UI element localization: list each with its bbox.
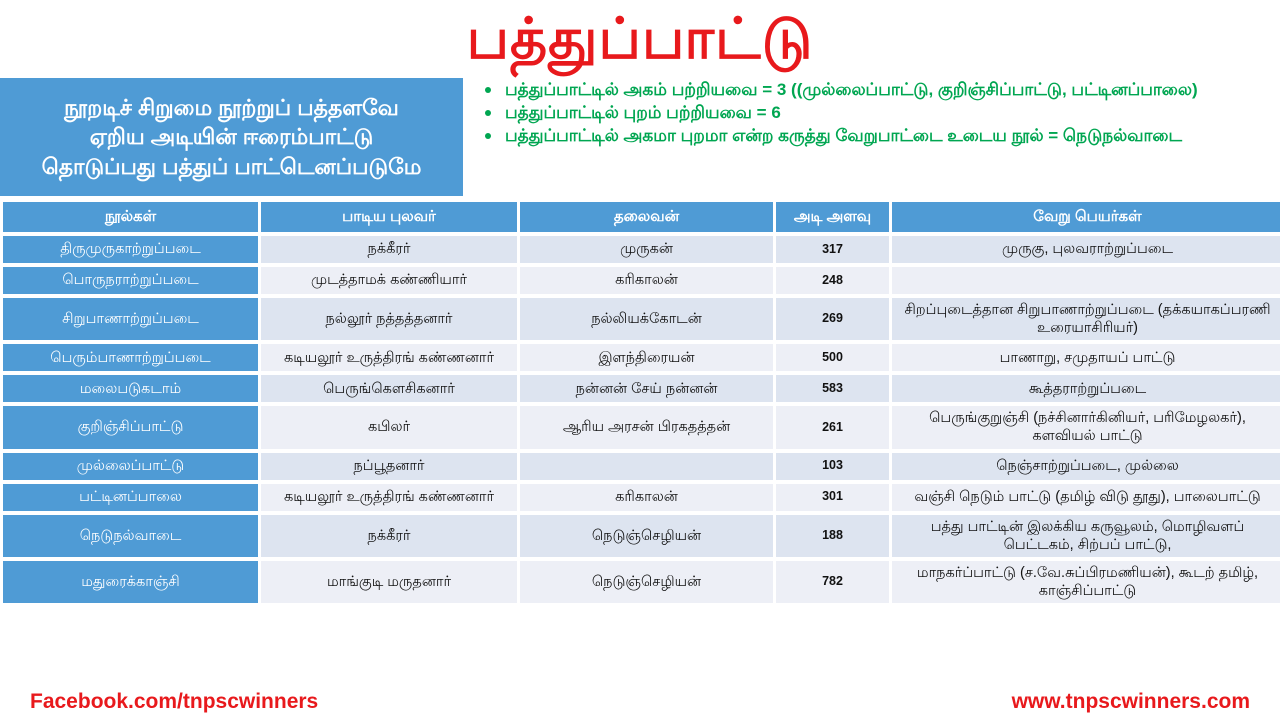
table-cell: 248 — [776, 267, 889, 294]
table-cell: பத்து பாட்டின் இலக்கிய கருவூலம், மொழிவளப் பெட்டகம், சிற்பப் பாட்டு, — [892, 515, 1280, 557]
table-cell: நல்லியக்கோடன் — [520, 298, 773, 340]
table-cell: ஆரிய அரசன் பிரகதத்தன் — [520, 406, 773, 448]
facebook-link: Facebook.com/tnpscwinners — [30, 690, 319, 713]
footer — [0, 688, 1280, 720]
table-row — [3, 484, 1280, 511]
table-cell: மாங்குடி மருதனார் — [261, 561, 517, 603]
row-header-cell: முல்லைப்பாட்டு — [3, 453, 258, 480]
table-header-row — [3, 202, 1280, 232]
verse-line: ஏறிய அடியின் ஈரைம்பாட்டு — [89, 124, 374, 150]
table-cell: கரிகாலன் — [520, 267, 773, 294]
table-cell: முருகு, புலவராற்றுப்படை — [892, 236, 1280, 263]
table-cell: 500 — [776, 344, 889, 371]
table-cell: நெஞ்சாற்றுப்படை, முல்லை — [892, 453, 1280, 480]
row-header-cell: மலைபடுகடாம் — [3, 375, 258, 402]
notes-list — [479, 80, 1270, 146]
table-cell: இளந்திரையன் — [520, 344, 773, 371]
table-cell: மாநகர்ப்பாட்டு (ச.வே.சுப்பிரமணியன்), கூடற் தமிழ், காஞ்சிப்பாட்டு — [892, 561, 1280, 603]
table-cell: முருகன் — [520, 236, 773, 263]
table-cell: பாணாறு, சமுதாயப் பாட்டு — [892, 344, 1280, 371]
row-header-cell: குறிஞ்சிப்பாட்டு — [3, 406, 258, 448]
verse-line: தொடுப்பது பத்துப் பாட்டெனப்படுமே — [41, 153, 422, 179]
verse-line: நூறடிச் சிறுமை நூற்றுப் பத்தளவே — [64, 95, 399, 121]
table-row — [3, 267, 1280, 294]
table-cell: கூத்தராற்றுப்படை — [892, 375, 1280, 402]
table-row — [3, 406, 1280, 448]
table-cell: நக்கீரர் — [261, 515, 517, 557]
table-cell: 269 — [776, 298, 889, 340]
row-header-cell: திருமுருகாற்றுப்படை — [3, 236, 258, 263]
table-row — [3, 344, 1280, 371]
row-header-cell: நெடுநல்வாடை — [3, 515, 258, 557]
top-section — [0, 78, 1280, 196]
notes-panel — [463, 78, 1280, 196]
table-cell: சிறப்புடைத்தான சிறுபாணாற்றுப்படை (தக்கயாகப்பரணி உரையாசிரியர்) — [892, 298, 1280, 340]
table-row — [3, 515, 1280, 557]
table-cell: வஞ்சி நெடும் பாட்டு (தமிழ் விடு தூது), பாலைபாட்டு — [892, 484, 1280, 511]
table-cell: கடியலூர் உருத்திரங் கண்ணனார் — [261, 484, 517, 511]
row-header-cell: சிறுபாணாற்றுப்படை — [3, 298, 258, 340]
row-header-cell: பெரும்பாணாற்றுப்படை — [3, 344, 258, 371]
verse-box — [0, 78, 463, 196]
table-row — [3, 375, 1280, 402]
table-cell: நக்கீரர் — [261, 236, 517, 263]
row-header-cell: மதுரைக்காஞ்சி — [3, 561, 258, 603]
table-cell: 261 — [776, 406, 889, 448]
table-cell: 583 — [776, 375, 889, 402]
column-header: பாடிய புலவர் — [261, 202, 517, 232]
note-item: பத்துப்பாட்டில் அகம் பற்றியவை = 3 ((முல்லைப்பாட்டு, குறிஞ்சிப்பாட்டு, பட்டினப்பாலை) — [479, 80, 1270, 100]
note-item: பத்துப்பாட்டில் புறம் பற்றியவை = 6 — [479, 103, 1270, 123]
table-cell: 103 — [776, 453, 889, 480]
table-body — [3, 236, 1280, 603]
row-header-cell: பட்டினப்பாலை — [3, 484, 258, 511]
table-cell: முடத்தாமக் கண்ணியார் — [261, 267, 517, 294]
table-cell — [892, 267, 1280, 294]
table-row — [3, 561, 1280, 603]
column-header: வேறு பெயர்கள் — [892, 202, 1280, 232]
table-cell: கடியலூர் உருத்திரங் கண்ணனார் — [261, 344, 517, 371]
table-cell: பெருங்குறுஞ்சி (நச்சினார்கினியர், பரிமேழலகர்), களவியல் பாட்டு — [892, 406, 1280, 448]
table-cell: பெருங்கௌசிகனார் — [261, 375, 517, 402]
table-cell: நல்லூர் நத்தத்தனார் — [261, 298, 517, 340]
table-cell: நன்னன் சேய் நன்னன் — [520, 375, 773, 402]
table-section — [0, 196, 1280, 688]
table-row — [3, 298, 1280, 340]
table-cell: நெடுஞ்செழியன் — [520, 515, 773, 557]
table-row — [3, 453, 1280, 480]
slide-title: பத்துப்பாட்டு — [466, 6, 814, 71]
table-cell: கபிலர் — [261, 406, 517, 448]
table-cell: 188 — [776, 515, 889, 557]
column-header: நூல்கள் — [3, 202, 258, 232]
table-cell — [520, 453, 773, 480]
row-header-cell: பொருநராற்றுப்படை — [3, 267, 258, 294]
table-cell: 782 — [776, 561, 889, 603]
note-item: பத்துப்பாட்டில் அகமா புறமா என்ற கருத்து வேறுபாட்டை உடைய நூல் = நெடுநல்வாடை — [479, 126, 1270, 146]
table-cell: 317 — [776, 236, 889, 263]
website-link: www.tnpscwinners.com — [1011, 690, 1250, 713]
column-header: தலைவன் — [520, 202, 773, 232]
table-cell: நெடுஞ்செழியன் — [520, 561, 773, 603]
table-row — [3, 236, 1280, 263]
pathuppattu-table — [0, 198, 1280, 607]
table-cell: நப்பூதனார் — [261, 453, 517, 480]
table-cell: 301 — [776, 484, 889, 511]
column-header: அடி அளவு — [776, 202, 889, 232]
table-cell: கரிகாலன் — [520, 484, 773, 511]
